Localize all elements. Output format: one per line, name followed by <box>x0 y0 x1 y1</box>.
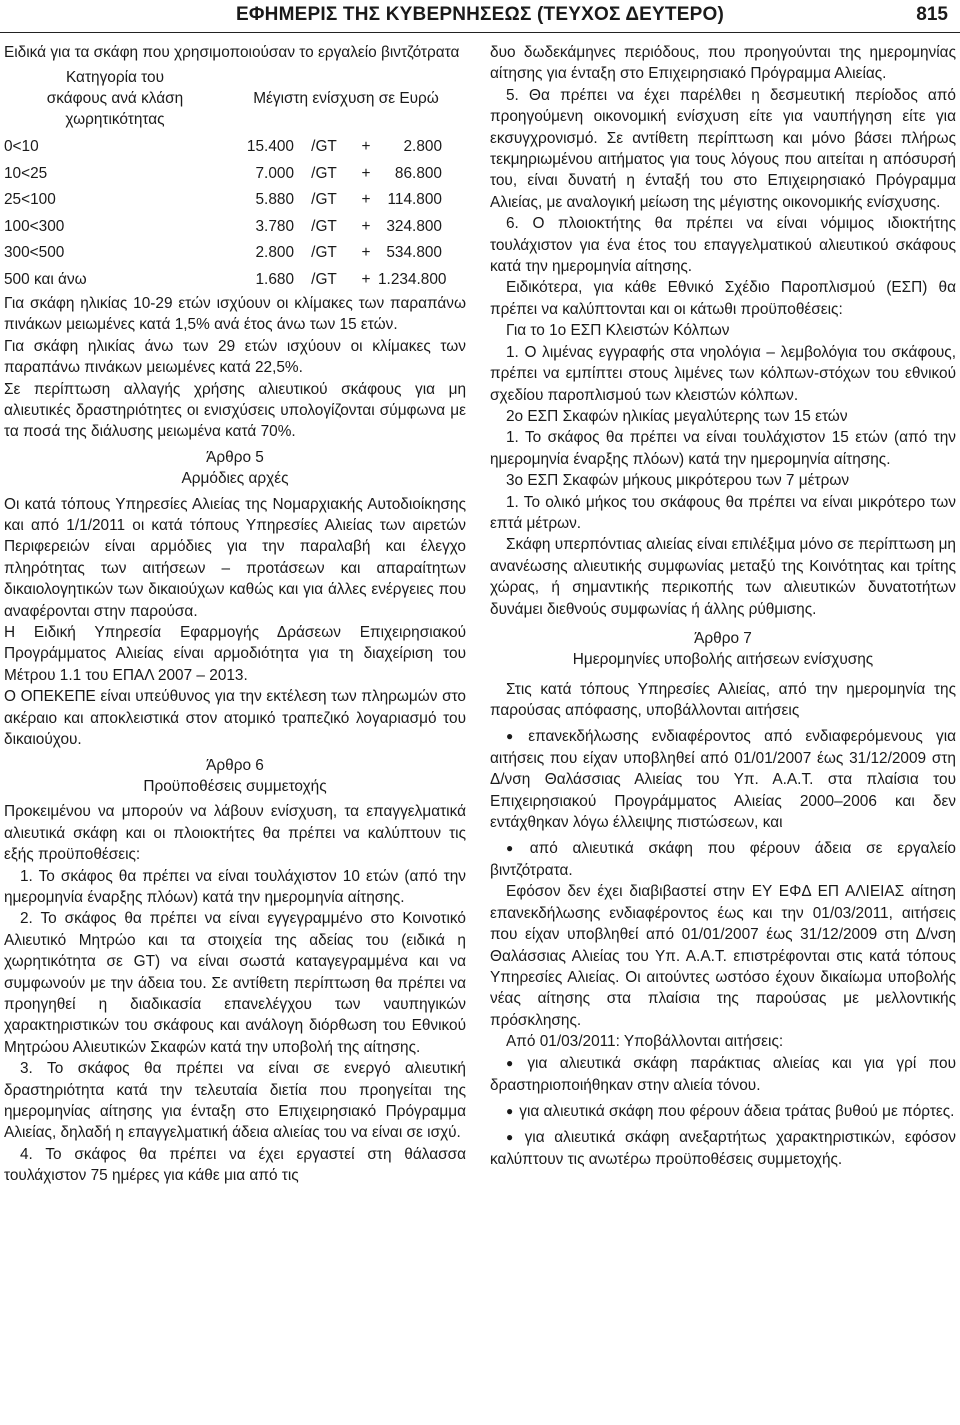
operator-cell: + <box>361 191 371 209</box>
paragraph: 3. Το σκάφος θα πρέπει να είναι σε ενεργό αλιευτική δραστηριότητα κατά την τελευταία διετία που προηγείται της ημερομηνίας αίτησης για ένταξη στο Επιχειρησιακό Πρόγραμμα Αλιείας, δηλαδή η επαγγελματική άδεια αλιείας του να είναι σε ισχύ. <box>4 1060 466 1142</box>
paragraph: Για σκάφη ηλικίας 10-29 ετών ισχύουν οι κλίμακες των παραπάνω πινάκων μειωμένες κατά 1,5% ανά έτος άνω των 15 ετών. <box>4 294 466 334</box>
operator-cell: + <box>361 138 371 155</box>
table-row <box>4 133 466 160</box>
table-row <box>4 213 466 240</box>
base-amount-cell: 2.800 <box>255 244 294 262</box>
paragraph: Ο ΟΠΕΚΕΠΕ είναι υπεύθυνος για την εκτέλεση των πληρωμών στο ακέραιο και αποκλειστικά στον ατομικό τραπεζικό λογαριασμό του δικαιούχου. <box>4 688 466 749</box>
bullet-item: ● από αλιευτικά σκάφη που φέρουν άδεια σε εργαλείο βιντζότρατα. <box>490 838 956 882</box>
paragraph: 1. Το σκάφος θα πρέπει να είναι τουλάχιστον 10 ετών (από την ημερομηνία έναρξης πλόων) κατά την ημερομηνία αίτησης. <box>4 867 466 906</box>
base-amount-cell: 3.780 <box>255 217 294 235</box>
paragraph: 1. Το σκάφος θα πρέπει να είναι τουλάχιστον 15 ετών (από την ημερομηνία έναρξης πλόων) κατά την ημερομηνία αίτησης. <box>490 429 956 468</box>
base-amount-cell: 1.680 <box>255 270 294 288</box>
fixed-amount-cell: 534.800 <box>386 244 442 262</box>
unit-cell: /GT <box>311 217 337 235</box>
paragraph: Για σκάφη ηλικίας άνω των 29 ετών ισχύουν οι κλίμακες των παραπάνω πινάκων μειωμένες κατά 22,5%. <box>4 337 466 377</box>
paragraph: 4. Το σκάφος θα πρέπει να έχει εργαστεί στη θάλασσα τουλάχιστον 75 ημέρες για κάθε μια από τις <box>4 1145 466 1185</box>
paragraph: Εφόσον δεν έχει διαβιβαστεί στην ΕΥ ΕΦΔ ΕΠ ΑΛΙΕΙΑΣ αίτηση επανεκδήλωσης ενδιαφέροντος έως και την 01/03/2011, αιτήσεις που είχαν υποβληθεί από 01/01/2007 έως 31/12/2009 στη Δ/νση Θαλάσσιας Αλιείας του Υπ. Α.Α.Τ. επιστρέφονται στις κατά τόπους Υπηρεσίες Αλιείας. Οι αιτούντες ωστόσο έχουν δικαίωμα υποβολής νέας αίτησης στα πλαίσια της παρούσας με μελλοντικής πρόσκλησης. <box>490 883 956 1029</box>
fixed-amount-cell: 86.800 <box>394 164 442 182</box>
paragraph: Στις κατά τόπους Υπηρεσίες Αλιείας, από την ημερομηνία της παρούσας απόφασης, υποβάλλονται αιτήσεις <box>490 680 956 720</box>
article-5-title: Άρθρο 5 <box>206 448 264 466</box>
base-amount-cell: 7.000 <box>255 164 294 182</box>
category-cell: 100<300 <box>4 217 65 235</box>
operator-cell: + <box>361 270 371 288</box>
article-5-subtitle: Αρμόδιες αρχές <box>181 470 289 488</box>
table-row <box>4 266 466 293</box>
table-row <box>4 240 466 267</box>
article-7-title: Άρθρο 7 <box>694 629 752 647</box>
operator-cell: + <box>361 217 371 235</box>
article-6-subtitle: Προϋποθέσεις συμμετοχής <box>143 777 327 795</box>
category-cell: 25<100 <box>4 191 56 209</box>
aid-table <box>4 63 466 293</box>
page-number: 815 <box>916 4 948 25</box>
paragraph: 6. Ο πλοιοκτήτης θα πρέπει να είναι νόμιμος ιδιοκτήτης τουλάχιστον για ένα έτος του επαγγελματικού αλιευτικού σκάφους κατά την ημερομηνία αίτησης. <box>490 215 956 276</box>
table-row <box>4 187 466 214</box>
table-header <box>4 63 466 133</box>
paragraph: Σε περίπτωση αλλαγής χρήσης αλιευτικού σκάφους για μη αλιευτικές δραστηριότητες οι ενισχύσεις υπολογίζονται σύμφωνα με τα ποσά της διάλυσης μειωμένα κατά 70%. <box>4 380 466 441</box>
unit-cell: /GT <box>311 138 337 155</box>
unit-cell: /GT <box>311 164 337 182</box>
page-header <box>0 0 960 33</box>
operator-cell: + <box>361 164 371 182</box>
bullet-item: ● επανεκδήλωσης ενδιαφέροντος από ενδιαφερόμενους για αιτήσεις που είχαν υποβληθεί από 01/01/2007 έως 31/12/2009 στη Δ/νση Θαλάσσιας Αλιείας του Υπ. Α.Α.Τ. στα πλαίσια του Επιχειρησιακού Προγράμματος Αλιείας 2000–2006 και δεν εντάχθηκαν λόγω έλλειψης πιστώσεων, και <box>490 726 956 834</box>
gazette-title: ΕΦΗΜΕΡΙΣ ΤΗΣ ΚΥΒΕΡΝΗΣΕΩΣ (ΤΕΥΧΟΣ ΔΕΥΤΕΡΟ) <box>236 4 724 25</box>
fixed-amount-cell: 2.800 <box>403 138 442 155</box>
article-7-subtitle: Ημερομηνίες υποβολής αιτήσεων ενίσχυσης <box>572 651 874 669</box>
category-cell: 300<500 <box>4 244 65 262</box>
unit-cell: /GT <box>311 270 337 288</box>
intro-text: Ειδικά για τα σκάφη που χρησιμοποιούσαν το εργαλείο βιντζότρατα <box>4 44 460 61</box>
bullet-item: ● για αλιευτικά σκάφη που φέρουν άδεια τράτας βυθού με πόρτες. <box>490 1101 956 1123</box>
paragraph: Προκειμένου να μπορούν να λάβουν ενίσχυση, τα επαγγελματικά αλιευτικά σκάφη και οι πλοιοκτήτες θα πρέπει να καλύπτουν τις εξής προϋποθέσεις: <box>4 803 466 864</box>
paragraph: Η Ειδική Υπηρεσία Εφαρμογής Δράσεων Επιχειρησιακού Προγράμματος Αλιείας είναι αρμοδιότητα για τη διαχείριση του Μέτρου 1.1 του ΕΠΑΛ 2007 – 2013. <box>4 624 466 684</box>
table-row <box>4 160 466 187</box>
unit-cell: /GT <box>311 191 337 209</box>
paragraph: 5. Θα πρέπει να έχει παρέλθει η δεσμευτική περίοδος από προηγούμενη οικονομική ενίσχυση είτε για ναυπήγηση είτε για εκσυγχρονισμό. Σε αντίθετη περίπτωση και μόνο βάσει πλήρως τεκμηριωμένου αιτήματος για τους λόγους που αιτείται η απόσυρσή του, είναι δυνατή η ένταξή του στο Επιχειρησιακό Πρόγραμμα Αλιείας, με αναλογική μείωση της μέγιστης οικονομικής ενίσχυσης. <box>490 86 956 211</box>
bullet-item: ● για αλιευτικά σκάφη ανεξαρτήτως χαρακτηριστικών, εφόσον καλύπτουν τις ανωτέρω προϋποθέσεις συμμετοχής. <box>490 1127 956 1171</box>
base-amount-cell: 5.880 <box>255 191 294 209</box>
paragraph: Σκάφη υπερπόντιας αλιείας είναι επιλέξιμα μόνο σε περίπτωση μη ανανέωσης αλιευτικής συμφωνίας μεταξύ της Κοινότητας και τρίτης χώρας, ή σημαντικής περικοπής των αλιευτικών δυνατοτήτων δυνάμει διεθνούς συμφωνίας ή άλλης ρύθμισης. <box>490 536 956 618</box>
category-cell: 10<25 <box>4 164 48 182</box>
fixed-amount-cell: 324.800 <box>386 217 442 235</box>
paragraph: 1. Το ολικό μήκος του σκάφους θα πρέπει να είναι μικρότερο των επτά μέτρων. <box>490 493 956 532</box>
paragraph: δυο δωδεκάμηνες περιόδους, που προηγούνται της ημερομηνίας αίτησης για ένταξη στο Επιχειρησιακό Πρόγραμμα Αλιείας. <box>490 44 956 83</box>
category-cell: 0<10 <box>4 138 39 155</box>
fixed-amount-cell: 1.234.800 <box>378 270 447 288</box>
paragraph: 1. Ο λιμένας εγγραφής στα νηολόγια – λεμβολόγια του σκάφους, πρέπει να εμπίπτει στους λιμένες των κόλπων-στόχων του εθνικού σχεδίου παροπλισμού των κλειστών κόλπων. <box>490 343 956 404</box>
operator-cell: + <box>361 244 371 262</box>
fixed-amount-cell: 114.800 <box>387 191 442 209</box>
bullet-item: ● για αλιευτικά σκάφη παράκτιας αλιείας και για γρί που δραστηριοποιήθηκαν στην αλιεία τόνου. <box>490 1053 956 1097</box>
paragraph: 2. Το σκάφος θα πρέπει να είναι εγγεγραμμένο στο Κοινοτικό Αλιευτικό Μητρώο και τα στοιχεία της αδείας του (ειδικά η χωρητικότητα σε GT) να είναι σωστά καταγεγραμμένα και να συμφωνούν με την άδεια του. Σε αντίθετη περίπτωση θα πρέπει να προηγηθεί η διαδικασία επανελέγχου των ναυπηγικών χαρακτηριστικών του σκάφους και ανάλογη διόρθωση του Εθνικού Μητρώου Αλιευτικών Σκαφών κατά την υποβολή της αίτησης. <box>4 910 466 1056</box>
table-body <box>4 133 466 293</box>
paragraph: Ειδικότερα, για κάθε Εθνικό Σχέδιο Παροπλισμού (ΕΣΠ) θα πρέπει να καλύπτονται και οι κάτωθι προϋποθέσεις: <box>490 279 956 318</box>
paragraph: Οι κατά τόπους Υπηρεσίες Αλιείας της Νομαρχιακής Αυτοδιοίκησης και από 1/1/2011 οι κατά τόπους Υπηρεσίες Αλιείας των αιρετών Περιφερειών είναι αρμόδιες για την παραλαβή και έλεγχο πληρότητας των αιτήσεων – προτάσεων και απαραίτητων δικαιολογητικών των δικαιούχων καθώς και για άλλες ενέργειες που αναφέρονται στην παρούσα. <box>4 495 466 620</box>
base-amount-cell: 15.400 <box>246 138 294 155</box>
paragraph: Από 01/03/2011: Υποβάλλονται αιτήσεις: <box>506 1033 784 1051</box>
category-cell: 500 και άνω <box>4 270 87 288</box>
unit-cell: /GT <box>311 244 337 262</box>
paragraph: 3ο ΕΣΠ Σκαφών μήκους μικρότερου των 7 μέτρων <box>506 472 850 490</box>
paragraph: Για το 1ο ΕΣΠ Κλειστών Κόλπων <box>506 322 730 340</box>
header-category: Κατηγορία του σκάφους ανά κλάση χωρητικότητας <box>46 68 184 128</box>
right-column <box>490 42 956 1171</box>
header-max-aid: Μέγιστη ενίσχυση σε Ευρώ <box>253 89 439 107</box>
article-6-title: Άρθρο 6 <box>206 756 264 774</box>
left-column <box>4 42 466 1187</box>
paragraph: 2ο ΕΣΠ Σκαφών ηλικίας μεγαλύτερης των 15 ετών <box>506 407 848 425</box>
